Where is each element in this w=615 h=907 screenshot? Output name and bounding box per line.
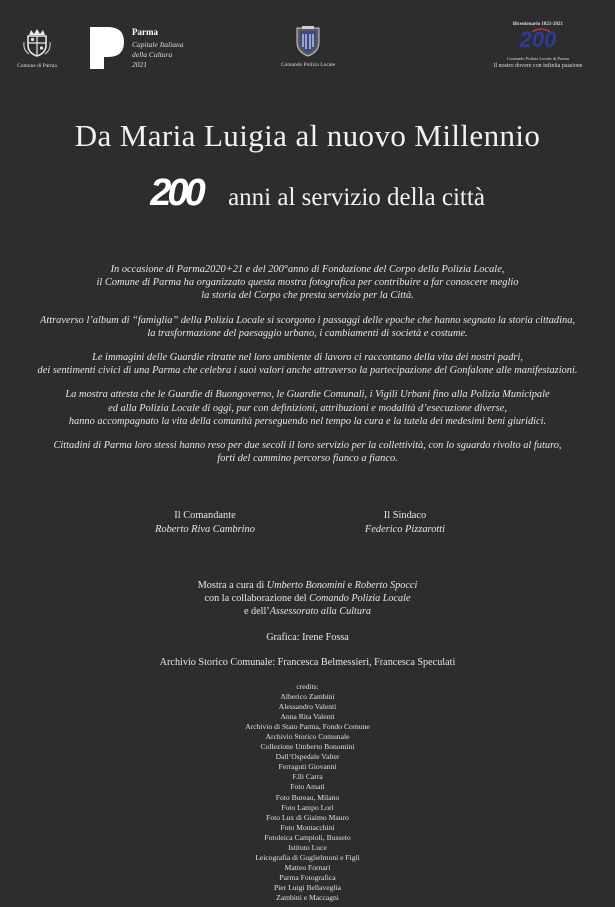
paragraph (0, 314, 615, 340)
text-segment: e dell’ (243, 605, 270, 617)
police-badge-icon (294, 25, 322, 57)
text-line: In occasione di Parma2020+21 e del 200°anno di Fondazione del Corpo della Polizia Locale, (110, 264, 505, 275)
signature-role: Il Comandante (174, 510, 236, 521)
credit-item: Zambini e Maccagni (276, 892, 339, 902)
comune-di-parma-logo (10, 28, 64, 69)
credits-heading: credits: (296, 682, 319, 691)
comando-polizia-logo (268, 25, 348, 68)
credit-item: Matteo Fornari (284, 862, 331, 872)
signature-comandante (130, 509, 280, 536)
signature-role: Il Sindaco (383, 510, 427, 521)
signature-name: Roberto Riva Cambrino (155, 523, 255, 535)
credit-item: Anna Rita Valenti (280, 712, 335, 722)
curator-name: Roberto Spocci (354, 580, 418, 591)
credit-item: Archivio di Stato Parma, Fondo Comune (245, 722, 370, 732)
collaborator-name: Comando Polizia Locale (309, 592, 411, 604)
city-crest-icon (22, 28, 52, 58)
bicentenario-motto: Il nostro dovere con infinita passione (493, 63, 583, 69)
credit-item: Foto Montacchini (280, 822, 335, 832)
paragraph (0, 388, 615, 428)
parma-subtitle (132, 40, 183, 70)
credit-item: Parma Fotografica (279, 872, 336, 882)
bicentenario-200-emblem (510, 27, 566, 51)
credit-item: Foto Lampo Lori (281, 802, 334, 812)
text-line: dei sentimenti civici di una Parma che celebra i suoi valori anche attraverso la partecipazione del Gonfalone alle manifestazioni. (37, 365, 578, 377)
credit-item: Alessandro Valenti (278, 702, 337, 712)
archive-credit: Archivio Storico Comunale: Francesca Belmessieri, Francesca Speculati (159, 657, 456, 668)
credit-item: Fotoleica Campioli, Busseto (264, 832, 351, 842)
collaboration-line (0, 606, 615, 619)
credits-list (0, 682, 615, 903)
text-line: forti del cammino percorso fianco a fianco. (217, 453, 398, 465)
signature-name: Federico Pizzarotti (364, 523, 446, 535)
parma-p-icon (90, 27, 124, 69)
paragraph (0, 351, 615, 377)
subtitle-row (0, 172, 615, 214)
credit-item: Archivio Storico Comunale (265, 732, 350, 742)
text-segment: con la collaborazione del (204, 592, 310, 604)
credit-item: Dall’Ospedale Valter (275, 752, 340, 762)
text-line: Le immagini delle Guardie ritratte nel loro ambiente di lavoro ci raccontano della vita dei nostri padri, (92, 352, 523, 364)
text-line: Attraverso l’album di “famiglia” della Polizia Locale si scorgono i passaggi delle epoche che hanno segnato la storia cittadina, (40, 314, 575, 326)
exhibition-curators (0, 580, 615, 618)
200-emblem-icon (130, 172, 222, 214)
parma-sub-line: Capitale Italiana (132, 40, 184, 49)
text-line: ed alla Polizia Locale di oggi, pur con definizioni, attribuzioni e modalità d’esecuzione diverse, (108, 402, 507, 414)
text-line: hanno accompagnato la vita della comunità perseguendo nel tempo la cura e la tutela dei medesimi beni giuridici. (68, 415, 547, 427)
bicentenario-logo (478, 22, 598, 69)
bicentenario-sub: Comando Polizia Locale di Parma (507, 56, 569, 61)
credit-item: Istituto Luce (288, 842, 327, 852)
credit-item: F.lli Carra (292, 772, 323, 782)
paragraph (0, 439, 615, 465)
credit-item: Leicografia di Guglielmoni e Figli (255, 852, 360, 862)
curator-name: Umberto Bonomini (266, 580, 346, 591)
collaborator-name: Assessorato alla Cultura (269, 605, 372, 617)
page-subtitle: anni al servizio della città (228, 184, 485, 211)
curators-line (0, 580, 615, 593)
text-line: la trasformazione del paesaggio urbano, i cambiamenti di società e costume. (147, 327, 468, 339)
text-segment: e (345, 580, 355, 591)
paragraph (0, 263, 615, 303)
text-line: Cittadini di Parma loro stessi hanno reso per due secoli il loro servizio per la collettività, con lo sguardo rivolto al futuro, (53, 440, 562, 452)
credit-item: Ferraguti Giovanni (278, 762, 337, 772)
credit-item: Pier Luigi Bellaveglia (273, 882, 342, 892)
credit-item: Foto Amati (290, 782, 325, 792)
parma-title: Parma (132, 27, 158, 37)
text-line: La mostra attesta che le Guardie di Buongoverno, le Guardie Comunali, i Vigili Urbani fino alla Polizia Municipale (65, 389, 550, 401)
text-line: la storia del Corpo che presta servizio per la Città. (201, 290, 414, 302)
parma-sub-line: 2021 (132, 60, 147, 69)
graphics-credit: Grafica: Irene Fossa (266, 632, 349, 643)
bicentenario-label: Bicentenario 1821-2021 (512, 22, 564, 27)
text-segment: Mostra a cura di (197, 580, 267, 591)
polizia-caption: Comando Polizia Locale (280, 62, 336, 68)
credit-item: Collezione Umberto Bonomini (260, 742, 355, 752)
credit-item: Alberico Zambini (280, 692, 335, 702)
parma-sub-line: della Cultura (132, 50, 173, 59)
collaboration-line (0, 593, 615, 606)
signature-sindaco (335, 509, 475, 536)
comune-caption: Comune di Parma (17, 63, 57, 69)
credit-item: Foto Bureau, Milano (275, 792, 340, 802)
text-line: il Comune di Parma ha organizzato questa mostra fotografica per contribuire a far conoscere meglio (96, 277, 519, 289)
logo-strip (0, 0, 615, 80)
credit-item: Foto Lux di Giaimo Mauro (266, 812, 349, 822)
page-title: Da Maria Luigia al nuovo Millennio (74, 118, 541, 153)
intro-text (0, 263, 615, 476)
emblem-digits: 200 (519, 27, 557, 51)
emblem-200-text: 200 (150, 172, 202, 214)
